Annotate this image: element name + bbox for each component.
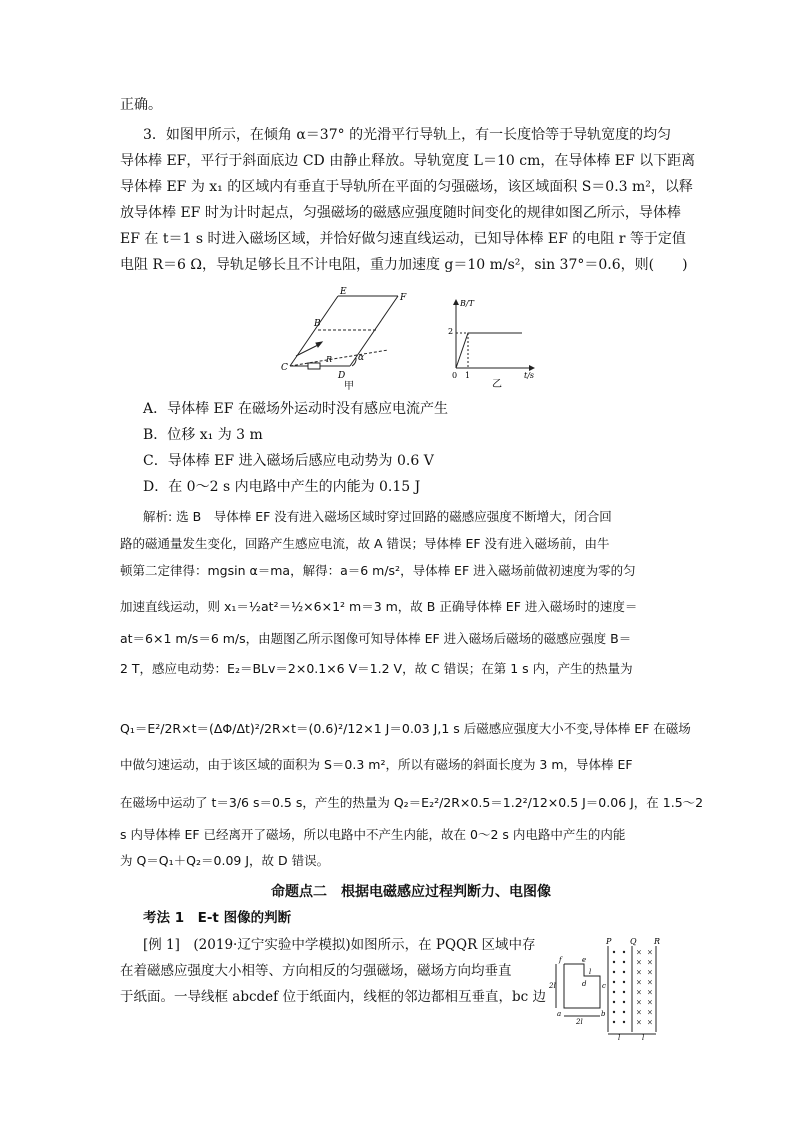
section-title: 命题点二 根据电磁感应过程判断力、电图像 — [271, 884, 551, 900]
label-a: a — [557, 1010, 562, 1018]
field-cross: × — [647, 1018, 653, 1027]
label-l-2: l — [642, 1034, 645, 1040]
x-axis-label: t/s — [524, 371, 535, 380]
field-cross: × — [636, 948, 642, 957]
question-line: 3．如图甲所示，在倾角 α＝37° 的光滑平行导轨上，有一长度恰等于导轨宽度的均匀 — [143, 127, 672, 143]
figure-yi — [446, 296, 542, 388]
solution-line: 路的磁通量发生变化，回路产生感应电流，故 A 错误；导体棒 EF 没有进入磁场前，由牛 — [120, 536, 610, 551]
field-dot — [613, 981, 615, 983]
field-cross: × — [636, 978, 642, 987]
field-dot — [623, 971, 625, 973]
label-c: c — [602, 982, 606, 990]
solution-line: 解析: 选 B 导体棒 EF 没有进入磁场区域时穿过回路的磁感应强度不断增大，闭合回 — [143, 509, 612, 524]
label-R2: R — [654, 937, 661, 946]
y-axis-label: B/T — [460, 299, 474, 308]
field-dot — [623, 981, 625, 983]
option-d: D．在 0～2 s 内电路中产生的内能为 0.15 J — [143, 479, 421, 495]
solution-line: 中做匀速运动，由于该区域的面积为 S＝0.3 m²，所以有磁场的斜面长度为 3 m，导体棒 EF — [120, 757, 633, 772]
label-l: l — [589, 968, 592, 976]
solution-line: 加速直线运动，则 x₁＝½at²＝½×6×1² m＝3 m，故 B 正确导体棒 EF 进入磁场时的速度＝ — [120, 599, 638, 614]
field-cross: × — [647, 988, 653, 997]
solution-line: s 内导体棒 EF 已经离开了磁场，所以电路中不产生内能，故在 0～2 s 内电路中产生的内能 — [120, 827, 626, 842]
figure-frame — [548, 936, 676, 1040]
label-Q: Q — [630, 937, 637, 946]
label-d: d — [582, 980, 587, 988]
caption-jia: 甲 — [344, 381, 354, 390]
field-cross: × — [636, 958, 642, 967]
field-cross: × — [647, 958, 653, 967]
label-alpha: α — [358, 353, 365, 363]
label-B: B — [314, 319, 321, 329]
label-b: b — [601, 1010, 606, 1018]
label-R: R — [326, 355, 333, 364]
question-line: 导体棒 EF，平行于斜面底边 CD 由静止释放。导轨宽度 L＝10 cm，在导体棒 EF 以下距离 — [120, 153, 696, 169]
label-D: D — [338, 371, 346, 381]
solution-line: 2 T，感应电动势：E₂＝BLv＝2×0.1×6 V＝1.2 V，故 C 错误；在第 1 s 内，产生的热量为 — [120, 661, 633, 676]
label-2l-side: 2l — [549, 982, 556, 990]
label-P: P — [606, 937, 612, 946]
option-b: B．位移 x₁ 为 3 m — [143, 427, 263, 443]
field-cross: × — [636, 988, 642, 997]
field-dot — [623, 991, 625, 993]
field-cross: × — [647, 948, 653, 957]
tick-x-0: 0 — [452, 371, 458, 380]
label-2l-bottom: 2l — [576, 1018, 583, 1026]
field-dot — [623, 951, 625, 953]
figure-jia — [278, 286, 418, 390]
field-dot — [613, 951, 615, 953]
field-dot — [623, 1011, 625, 1013]
question-line: 放导体棒 EF 时为计时起点，匀强磁场的磁感应强度随时间变化的规律如图乙所示，导体棒 — [120, 205, 681, 221]
option-a: A．导体棒 EF 在磁场外运动时没有感应电流产生 — [143, 401, 448, 417]
question-line: 导体棒 EF 为 x₁ 的区域内有垂直于导轨所在平面的匀强磁场，该区域面积 S＝0.3 m²，以释 — [120, 179, 693, 195]
field-dot — [613, 1001, 615, 1003]
label-C: C — [281, 363, 288, 373]
label-l-1: l — [618, 1034, 621, 1040]
field-dot — [613, 971, 615, 973]
solution-line: 在磁场中运动了 t＝3/6 s＝0.5 s，产生的热量为 Q₂＝E₂²/2R×0.5＝1.2²/12×0.5 J＝0.06 J，在 1.5～2 — [120, 795, 704, 810]
label-F: F — [400, 293, 407, 303]
field-cross: × — [647, 968, 653, 977]
label-f: f — [559, 956, 562, 964]
field-cross: × — [636, 968, 642, 977]
tick-x-1: 1 — [465, 371, 471, 380]
tick-y-2: 2 — [448, 327, 454, 336]
solution-line: 为 Q＝Q₁＋Q₂＝0.09 J，故 D 错误。 — [120, 853, 330, 868]
label-e: e — [582, 956, 587, 964]
example-line: [例 1] (2019·辽宁实验中学模拟)如图所示，在 PQQR 区域中存 — [143, 937, 536, 953]
example-line: 于纸面。一导线框 abcdef 位于纸面内，线框的邻边都相互垂直，bc 边 — [120, 989, 546, 1005]
solution-line: Q₁＝E²/2R×t＝(ΔΦ/Δt)²/2R×t＝(0.6)²/12×1 J＝0.03 J,1 s 后磁感应强度大小不变,导体棒 EF 在磁场 — [120, 721, 691, 736]
option-c: C．导体棒 EF 进入磁场后感应电动势为 0.6 V — [143, 453, 434, 469]
field-cross: × — [647, 978, 653, 987]
solution-line: at＝6×1 m/s＝6 m/s，由题图乙所示图像可知导体棒 EF 进入磁场后磁场的磁感应强度 B＝ — [120, 631, 632, 646]
field-dot — [613, 1011, 615, 1013]
header-fragment: 正确。 — [120, 97, 162, 113]
field-dot — [613, 991, 615, 993]
solution-line: 顿第二定律得：mgsin α＝ma，解得：a＝6 m/s²，导体棒 EF 进入磁场前做初速度为零的匀 — [120, 563, 636, 578]
field-dot — [623, 1021, 625, 1023]
series-line — [456, 333, 522, 368]
field-dot — [613, 1021, 615, 1023]
field-cross: × — [636, 1008, 642, 1017]
caption-yi: 乙 — [492, 379, 502, 388]
example-line: 在着磁感应强度大小相等、方向相反的匀强磁场，磁场方向均垂直 — [120, 963, 512, 979]
kaofa-title: 考法 1 E-t 图像的判断 — [143, 910, 292, 926]
field-dot — [623, 961, 625, 963]
label-E: E — [340, 287, 347, 297]
field-cross: × — [636, 998, 642, 1007]
question-line: 电阻 R＝6 Ω，导轨足够长且不计电阻，重力加速度 g＝10 m/s²，sin 37°＝0.6，则( ) — [120, 257, 688, 273]
field-cross: × — [647, 998, 653, 1007]
field-dot — [613, 961, 615, 963]
question-line: EF 在 t＝1 s 时进入磁场区域，并恰好做匀速直线运动，已知导体棒 EF 的电阻 r 等于定值 — [120, 231, 686, 247]
field-cross: × — [647, 1008, 653, 1017]
field-dot — [623, 1001, 625, 1003]
field-cross: × — [636, 1018, 642, 1027]
